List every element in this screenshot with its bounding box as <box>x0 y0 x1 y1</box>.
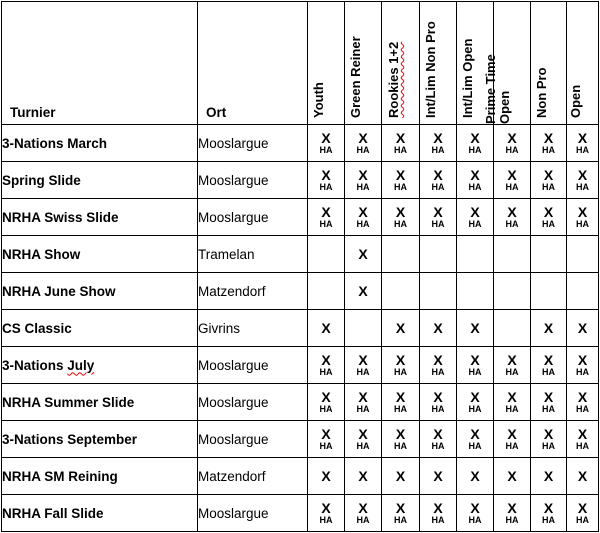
x-mark: X <box>470 352 480 368</box>
x-mark: X <box>358 167 368 183</box>
ort-name: Matzendorf <box>198 458 308 495</box>
class-cell <box>382 495 420 532</box>
class-cell <box>567 162 599 199</box>
ha-mark: HA <box>576 367 589 377</box>
class-cell <box>567 421 599 458</box>
class-cell <box>345 421 382 458</box>
class-cell <box>531 495 567 532</box>
x-mark: X <box>577 204 588 220</box>
ha-mark: HA <box>542 404 555 414</box>
x-mark: X <box>358 389 368 405</box>
ha-mark: HA <box>431 367 445 377</box>
class-cell <box>382 458 420 495</box>
class-cell <box>531 310 567 347</box>
ha-mark: HA <box>319 515 333 525</box>
ha-mark: HA <box>576 515 589 525</box>
ort-header: Ort <box>198 2 308 125</box>
class-cell <box>457 199 494 236</box>
class-cell <box>345 495 382 532</box>
x-mark: X <box>395 426 406 442</box>
x-mark: X <box>543 167 554 183</box>
x-mark: X <box>321 389 331 405</box>
ha-mark: HA <box>505 367 519 377</box>
ha-mark: HA <box>356 404 370 414</box>
class-cell <box>420 199 457 236</box>
class-cell <box>420 310 457 347</box>
ha-mark: HA <box>319 367 333 377</box>
table-row <box>2 125 599 162</box>
class-cell <box>308 495 345 532</box>
x-mark: X <box>358 130 368 146</box>
x-mark: X <box>321 426 331 442</box>
class-cell <box>308 458 345 495</box>
turnier-name: NRHA SM Reining <box>2 458 198 495</box>
turnier-name: 3-Nations July <box>2 347 198 384</box>
ha-mark: HA <box>431 145 445 155</box>
class-cell <box>345 347 382 384</box>
class-cell <box>420 236 457 273</box>
class-cell <box>457 495 494 532</box>
table-row <box>2 310 599 347</box>
x-mark: X <box>543 130 554 146</box>
class-cell <box>382 199 420 236</box>
class-cell <box>457 347 494 384</box>
class-cell <box>308 125 345 162</box>
class-cell <box>345 384 382 421</box>
turnier-name: NRHA June Show <box>2 273 198 310</box>
x-mark: X <box>577 468 588 484</box>
class-cell <box>308 310 345 347</box>
class-cell <box>345 236 382 273</box>
turnier-name: NRHA Show <box>2 236 198 273</box>
ha-mark: HA <box>431 404 445 414</box>
class-cell <box>345 458 382 495</box>
x-mark: X <box>321 167 331 183</box>
x-mark: X <box>433 426 443 442</box>
x-mark: X <box>470 130 480 146</box>
x-mark: X <box>543 500 554 516</box>
x-mark: X <box>433 204 443 220</box>
x-mark: X <box>507 468 517 484</box>
table-row <box>2 273 599 310</box>
ha-mark: HA <box>394 145 407 155</box>
x-mark: X <box>321 500 331 516</box>
ha-mark: HA <box>505 515 519 525</box>
x-mark: X <box>395 500 406 516</box>
ort-name: Matzendorf <box>198 273 308 310</box>
x-mark: X <box>470 320 480 336</box>
ort-name: Mooslargue <box>198 162 308 199</box>
class-cell <box>345 125 382 162</box>
class-cell <box>494 199 531 236</box>
class-cell <box>382 421 420 458</box>
ort-name: Mooslargue <box>198 495 308 532</box>
x-mark: X <box>321 204 331 220</box>
ort-name: Mooslargue <box>198 199 308 236</box>
class-cell <box>345 310 382 347</box>
class-cell <box>494 458 531 495</box>
class-cell <box>420 384 457 421</box>
ort-name: Givrins <box>198 310 308 347</box>
x-mark: X <box>507 130 517 146</box>
class-cell <box>308 199 345 236</box>
table-row <box>2 162 599 199</box>
ha-mark: HA <box>319 404 333 414</box>
class-cell <box>382 162 420 199</box>
class-cell <box>531 347 567 384</box>
ha-mark: HA <box>431 182 445 192</box>
ha-mark: HA <box>394 404 407 414</box>
ha-mark: HA <box>356 145 370 155</box>
ha-mark: HA <box>542 515 555 525</box>
x-mark: X <box>543 426 554 442</box>
turnier-header: Turnier <box>2 2 198 125</box>
class-cell <box>382 273 420 310</box>
table-row <box>2 495 599 532</box>
ha-mark: HA <box>576 219 589 229</box>
table-row <box>2 384 599 421</box>
ort-name: Mooslargue <box>198 384 308 421</box>
x-mark: X <box>577 130 588 146</box>
class-cell <box>457 421 494 458</box>
class-cell <box>567 384 599 421</box>
class-cell <box>345 162 382 199</box>
class-cell <box>382 236 420 273</box>
ha-mark: HA <box>319 219 333 229</box>
x-mark: X <box>577 426 588 442</box>
class-cell <box>382 125 420 162</box>
x-mark: X <box>321 320 331 336</box>
class-cell <box>457 458 494 495</box>
ha-mark: HA <box>431 441 445 451</box>
x-mark: X <box>543 468 554 484</box>
class-cell <box>494 273 531 310</box>
class-cell <box>567 347 599 384</box>
ort-name: Mooslargue <box>198 347 308 384</box>
class-cell <box>420 162 457 199</box>
ha-mark: HA <box>394 367 407 377</box>
x-mark: X <box>470 468 480 484</box>
ha-mark: HA <box>356 182 370 192</box>
class-cell <box>567 310 599 347</box>
turnier-name: Spring Slide <box>2 162 198 199</box>
ha-mark: HA <box>356 441 370 451</box>
class-cell <box>457 125 494 162</box>
class-cell <box>420 347 457 384</box>
x-mark: X <box>433 500 443 516</box>
rookies-label: Rookies 1+2 <box>385 41 401 118</box>
class-cell <box>494 310 531 347</box>
class-header-open: Open <box>567 2 599 125</box>
x-mark: X <box>543 352 554 368</box>
class-header-non-pro: Non Pro <box>531 2 567 125</box>
x-mark: X <box>543 389 554 405</box>
ha-mark: HA <box>542 145 555 155</box>
ha-mark: HA <box>542 441 555 451</box>
x-mark: X <box>321 468 331 484</box>
ha-mark: HA <box>319 182 333 192</box>
class-cell <box>420 495 457 532</box>
ha-mark: HA <box>468 182 482 192</box>
x-mark: X <box>507 352 517 368</box>
x-mark: X <box>358 283 368 299</box>
class-cell <box>420 458 457 495</box>
class-cell <box>308 384 345 421</box>
ha-mark: HA <box>542 219 555 229</box>
ha-mark: HA <box>356 367 370 377</box>
ha-mark: HA <box>576 182 589 192</box>
ha-mark: HA <box>542 367 555 377</box>
x-mark: X <box>433 389 443 405</box>
x-mark: X <box>358 246 368 262</box>
class-header-int-lim-non-pro: Int/Lim Non Pro <box>420 2 457 125</box>
class-cell <box>420 125 457 162</box>
class-header-prime-time-open: Prime Time Open <box>494 2 531 125</box>
class-cell <box>531 384 567 421</box>
ha-mark: HA <box>505 182 519 192</box>
class-cell <box>494 236 531 273</box>
ha-mark: HA <box>394 515 407 525</box>
x-mark: X <box>395 389 406 405</box>
ha-mark: HA <box>356 515 370 525</box>
class-cell <box>531 236 567 273</box>
class-cell <box>531 273 567 310</box>
x-mark: X <box>321 130 331 146</box>
ha-mark: HA <box>576 441 589 451</box>
table-row <box>2 236 599 273</box>
x-mark: X <box>507 204 517 220</box>
class-cell <box>308 273 345 310</box>
class-cell <box>531 162 567 199</box>
class-cell <box>494 384 531 421</box>
x-mark: X <box>395 167 406 183</box>
class-cell <box>567 125 599 162</box>
x-mark: X <box>358 204 368 220</box>
ha-mark: HA <box>505 441 519 451</box>
x-mark: X <box>577 500 588 516</box>
class-cell <box>308 162 345 199</box>
class-cell <box>308 347 345 384</box>
x-mark: X <box>507 426 517 442</box>
class-cell <box>531 125 567 162</box>
class-cell <box>345 273 382 310</box>
turnier-name: 3-Nations March <box>2 125 198 162</box>
class-cell <box>345 199 382 236</box>
x-mark: X <box>321 352 331 368</box>
x-mark: X <box>358 500 368 516</box>
ha-mark: HA <box>576 145 589 155</box>
class-cell <box>494 495 531 532</box>
class-cell <box>420 273 457 310</box>
class-cell <box>494 162 531 199</box>
ha-mark: HA <box>319 441 333 451</box>
class-cell <box>382 384 420 421</box>
ha-mark: HA <box>468 441 482 451</box>
ha-mark: HA <box>394 182 407 192</box>
ha-mark: HA <box>505 219 519 229</box>
x-mark: X <box>470 167 480 183</box>
ha-mark: HA <box>468 219 482 229</box>
class-cell <box>531 199 567 236</box>
x-mark: X <box>577 352 588 368</box>
ort-name: Mooslargue <box>198 421 308 458</box>
x-mark: X <box>507 389 517 405</box>
table-row <box>2 199 599 236</box>
class-cell <box>457 384 494 421</box>
ort-name: Tramelan <box>198 236 308 273</box>
x-mark: X <box>507 167 517 183</box>
class-header-int-lim-open: Int/Lim Open <box>457 2 494 125</box>
header-row <box>2 2 599 125</box>
x-mark: X <box>358 468 368 484</box>
x-mark: X <box>395 352 406 368</box>
ha-mark: HA <box>505 404 519 414</box>
x-mark: X <box>433 167 443 183</box>
ha-mark: HA <box>505 145 519 155</box>
table-row <box>2 458 599 495</box>
x-mark: X <box>395 204 406 220</box>
x-mark: X <box>395 468 406 484</box>
ha-mark: HA <box>468 404 482 414</box>
class-cell <box>567 458 599 495</box>
class-cell <box>308 421 345 458</box>
class-cell <box>494 347 531 384</box>
class-cell <box>567 199 599 236</box>
x-mark: X <box>433 352 443 368</box>
ha-mark: HA <box>394 441 407 451</box>
class-cell <box>531 458 567 495</box>
class-cell <box>457 236 494 273</box>
ha-mark: HA <box>468 367 482 377</box>
ha-mark: HA <box>576 404 589 414</box>
class-cell <box>531 421 567 458</box>
class-cell <box>457 273 494 310</box>
x-mark: X <box>470 500 480 516</box>
ha-mark: HA <box>468 145 482 155</box>
class-cell <box>382 310 420 347</box>
class-header-rookies <box>382 2 420 125</box>
x-mark: X <box>358 352 368 368</box>
x-mark: X <box>577 389 588 405</box>
x-mark: X <box>577 167 588 183</box>
ha-mark: HA <box>319 145 333 155</box>
x-mark: X <box>433 320 443 336</box>
class-header-green-reiner: Green Reiner <box>345 2 382 125</box>
table-row <box>2 347 599 384</box>
x-mark: X <box>543 320 554 336</box>
x-mark: X <box>433 130 443 146</box>
class-cell <box>457 310 494 347</box>
ort-name: Mooslargue <box>198 125 308 162</box>
class-cell <box>567 236 599 273</box>
class-cell <box>420 421 457 458</box>
x-mark: X <box>470 389 480 405</box>
x-mark: X <box>395 130 406 146</box>
turnier-name: NRHA Summer Slide <box>2 384 198 421</box>
turnier-name: CS Classic <box>2 310 198 347</box>
table-row <box>2 421 599 458</box>
ha-mark: HA <box>468 515 482 525</box>
x-mark: X <box>507 500 517 516</box>
x-mark: X <box>395 320 406 336</box>
ha-mark: HA <box>394 219 407 229</box>
ha-mark: HA <box>542 182 555 192</box>
class-cell <box>382 347 420 384</box>
class-cell <box>494 421 531 458</box>
x-mark: X <box>470 426 480 442</box>
turnier-name: 3-Nations September <box>2 421 198 458</box>
x-mark: X <box>543 204 554 220</box>
class-cell <box>494 125 531 162</box>
tournament-table <box>1 1 599 532</box>
ha-mark: HA <box>356 219 370 229</box>
turnier-name: NRHA Swiss Slide <box>2 199 198 236</box>
class-cell <box>567 495 599 532</box>
ha-mark: HA <box>431 515 445 525</box>
turnier-name: NRHA Fall Slide <box>2 495 198 532</box>
ha-mark: HA <box>431 219 445 229</box>
class-cell <box>567 273 599 310</box>
x-mark: X <box>433 468 443 484</box>
x-mark: X <box>358 426 368 442</box>
class-header-youth: Youth <box>308 2 345 125</box>
x-mark: X <box>577 320 588 336</box>
class-cell <box>308 236 345 273</box>
x-mark: X <box>470 204 480 220</box>
class-cell <box>457 162 494 199</box>
